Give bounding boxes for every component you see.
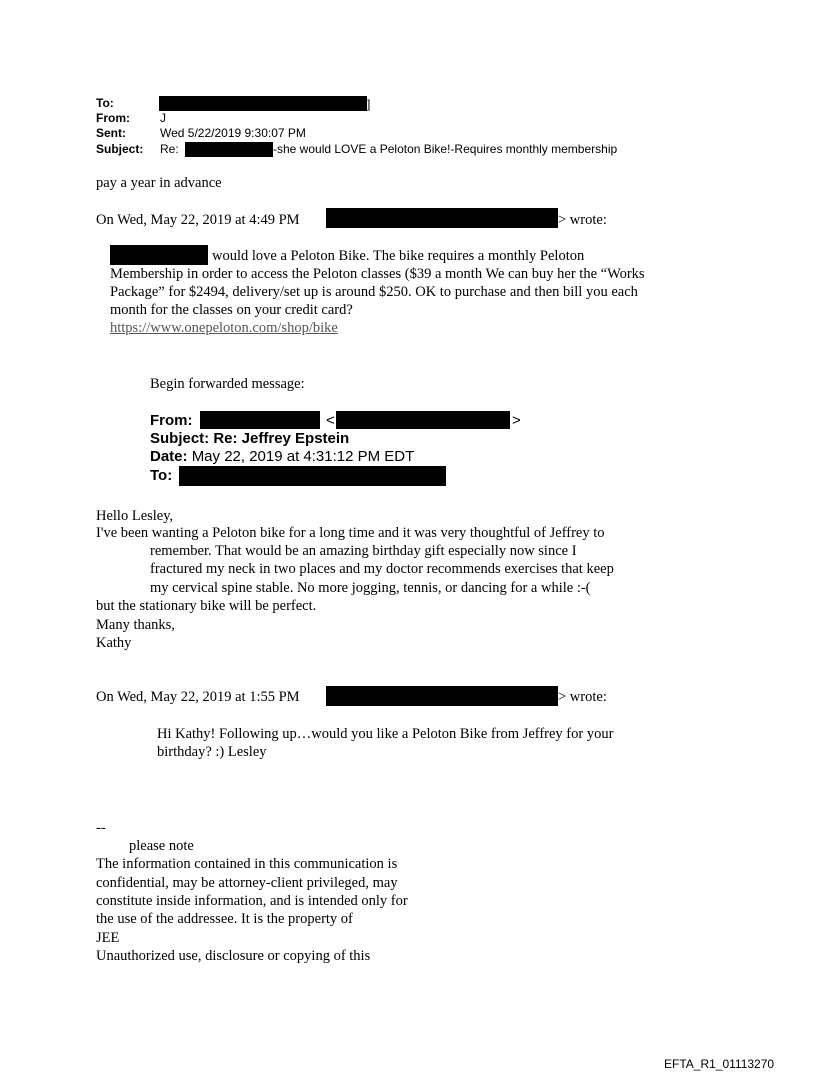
redaction-bar bbox=[159, 96, 367, 111]
peloton-link[interactable]: https://www.onepeloton.com/shop/bike bbox=[110, 320, 338, 336]
from-label: From: bbox=[96, 111, 130, 125]
signature-dashes: -- bbox=[96, 820, 106, 836]
fwd-gt: > bbox=[512, 412, 521, 429]
quote-intro-tail: > wrote: bbox=[558, 689, 607, 705]
disclaimer-note: please note bbox=[129, 838, 194, 854]
sender-name: Kathy bbox=[96, 635, 132, 651]
fwd-lt: < bbox=[326, 412, 335, 429]
disclaimer-line: The information contained in this communication is bbox=[96, 856, 398, 872]
disclaimer-line: Unauthorized use, disclosure or copying of this bbox=[96, 948, 371, 964]
reply-text: pay a year in advance bbox=[96, 175, 222, 191]
redaction-bar bbox=[326, 686, 558, 706]
disclaimer-line: JEE bbox=[96, 930, 120, 946]
message-line: but the stationary bike will be perfect. bbox=[96, 598, 317, 614]
redaction-bar bbox=[200, 411, 320, 429]
fwd-from-label: From: bbox=[150, 412, 193, 429]
fwd-subject: Subject: Re: Jeffrey Epstein bbox=[150, 430, 350, 447]
quote-intro-tail: > wrote: bbox=[558, 212, 607, 228]
message-line: I've been wanting a Peloton bike for a long time and it was very thoughtful of Jeffrey to bbox=[96, 525, 605, 541]
document-id: EFTA_R1_01113270 bbox=[664, 1057, 775, 1071]
redaction-bar bbox=[326, 208, 558, 228]
quote-line: month for the classes on your credit card? bbox=[110, 302, 353, 318]
subject-rest: -she would LOVE a Peloton Bike!-Requires monthly membership bbox=[273, 142, 618, 156]
from-value: J bbox=[160, 111, 166, 125]
message-line: my cervical spine stable. No more jogging, tennis, or dancing for a while :-( bbox=[150, 580, 591, 596]
quote-line: Hi Kathy! Following up…would you like a Peloton Bike from Jeffrey for your bbox=[157, 726, 614, 742]
subject-prefix: Re: bbox=[160, 142, 179, 156]
fwd-date: Date: May 22, 2019 at 4:31:12 PM EDT bbox=[150, 448, 415, 465]
quote-intro: On Wed, May 22, 2019 at 1:55 PM bbox=[96, 689, 300, 705]
sent-label: Sent: bbox=[96, 126, 126, 140]
subject-label: Subject: bbox=[96, 142, 144, 156]
sent-value: Wed 5/22/2019 9:30:07 PM bbox=[160, 126, 306, 140]
greeting: Hello Lesley, bbox=[96, 508, 174, 524]
fwd-date-value: May 22, 2019 at 4:31:12 PM EDT bbox=[191, 448, 415, 465]
disclaimer-line: the use of the addressee. It is the property of bbox=[96, 911, 353, 927]
fwd-to-label: To: bbox=[150, 467, 173, 484]
message-line: fractured my neck in two places and my doctor recommends exercises that keep bbox=[150, 561, 614, 577]
quote-line: would love a Peloton Bike. The bike requires a monthly Peloton bbox=[212, 248, 585, 264]
message-line: remember. That would be an amazing birthday gift especially now since I bbox=[150, 543, 577, 559]
quote-line: Package” for $2494, delivery/set up is around $250. OK to purchase and then bill you each bbox=[110, 284, 638, 300]
sign-off: Many thanks, bbox=[96, 617, 175, 633]
quote-intro: On Wed, May 22, 2019 at 4:49 PM bbox=[96, 212, 300, 228]
disclaimer-line: constitute inside information, and is intended only for bbox=[96, 893, 408, 909]
redaction-bar bbox=[110, 245, 208, 265]
redaction-bar bbox=[336, 411, 510, 429]
redaction-bar bbox=[179, 466, 446, 486]
to-label: To: bbox=[96, 96, 114, 110]
quote-line: Membership in order to access the Peloton classes ($39 a month We can buy her the “Works bbox=[110, 266, 645, 282]
to-tail: ] bbox=[367, 97, 371, 111]
forward-intro: Begin forwarded message: bbox=[150, 376, 305, 392]
redaction-bar bbox=[185, 142, 273, 157]
disclaimer-line: confidential, may be attorney-client privileged, may bbox=[96, 875, 398, 891]
quote-line: birthday? :) Lesley bbox=[157, 744, 267, 760]
